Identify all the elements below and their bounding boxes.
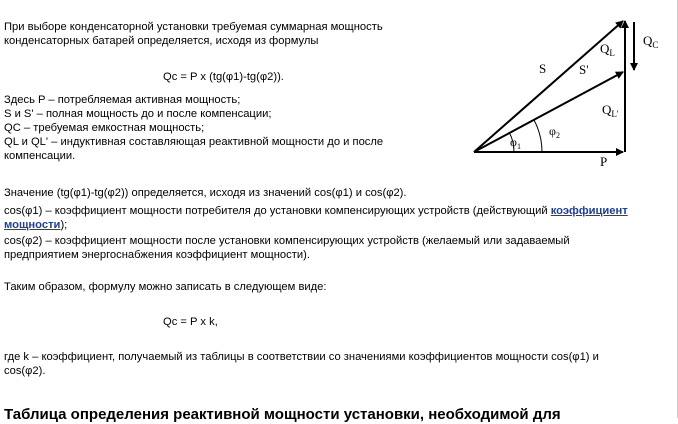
formula-qc-k: Qc = P x k, bbox=[163, 316, 218, 328]
definition-ql: QL и QL' – индуктивная составляющая реактивной мощности до и после bbox=[4, 136, 384, 148]
power-factor-link-cont[interactable]: мощности bbox=[4, 219, 61, 231]
cos-phi1-suffix: ); bbox=[60, 219, 68, 231]
cos-phi1-text bbox=[4, 205, 628, 219]
table-heading: Таблица определения реактивной мощности установки, необходимой для bbox=[4, 406, 561, 423]
label-p: P bbox=[600, 154, 608, 169]
definition-s: S и S' – полная мощность до и после компенсации; bbox=[4, 108, 272, 120]
label-ql: $Q_L$ bbox=[600, 41, 615, 58]
tg-difference-text: Значение (tg(φ1)-tg(φ2)) определяется, исходя из значений cos(φ1) и cos(φ2). bbox=[4, 187, 407, 199]
k-coefficient-text-cont: cos(φ2). bbox=[4, 365, 46, 377]
angle-arc-phi2 bbox=[534, 120, 542, 152]
definition-qc: QC – требуемая емкостная мощность; bbox=[4, 122, 205, 134]
definition-ql-cont: компенсации. bbox=[4, 150, 76, 162]
rewrite-formula-text: Таким образом, формулу можно записать в следующем виде: bbox=[4, 281, 327, 293]
k-coefficient-text: где k – коэффициент, получаемый из таблицы в соответствии со значениями коэффициентов мощности cos(φ1) и bbox=[4, 351, 599, 363]
intro-line-2: конденсаторных батарей определяется, исходя из формулы bbox=[4, 35, 319, 47]
label-qc: $Q_C$ bbox=[643, 33, 659, 50]
cos-phi2-text-cont: предприятием энергоснабжения коэффициент мощности). bbox=[4, 249, 310, 261]
definition-p: Здесь P – потребляемая активная мощность; bbox=[4, 94, 241, 106]
intro-line-1: При выборе конденсаторной установки требуемая суммарная мощность bbox=[4, 21, 383, 33]
cos-phi2-text: cos(φ2) – коэффициент мощности после установки компенсирующих устройств (желаемый или задаваемый bbox=[4, 235, 570, 247]
label-ql-prime: $Q_{L'}$ bbox=[602, 102, 619, 119]
vector-s-prime bbox=[474, 72, 623, 152]
formula-qc-tg: Qc = P x (tg(φ1)-tg(φ2)). bbox=[163, 71, 284, 83]
power-triangle-diagram bbox=[466, 10, 676, 175]
label-s: S bbox=[539, 61, 547, 76]
power-factor-link[interactable]: коэффициент bbox=[550, 205, 628, 217]
label-phi2: $\varphi_2$ bbox=[549, 124, 560, 140]
label-phi1: $\varphi_1$ bbox=[510, 135, 521, 151]
cos-phi1-text-cont bbox=[4, 219, 67, 233]
label-s-prime: S' bbox=[579, 62, 589, 77]
cos-phi1-prefix: cos(φ1) – коэффициент мощности потребителя до установки компенсирующих устройств (действующий bbox=[4, 205, 551, 217]
